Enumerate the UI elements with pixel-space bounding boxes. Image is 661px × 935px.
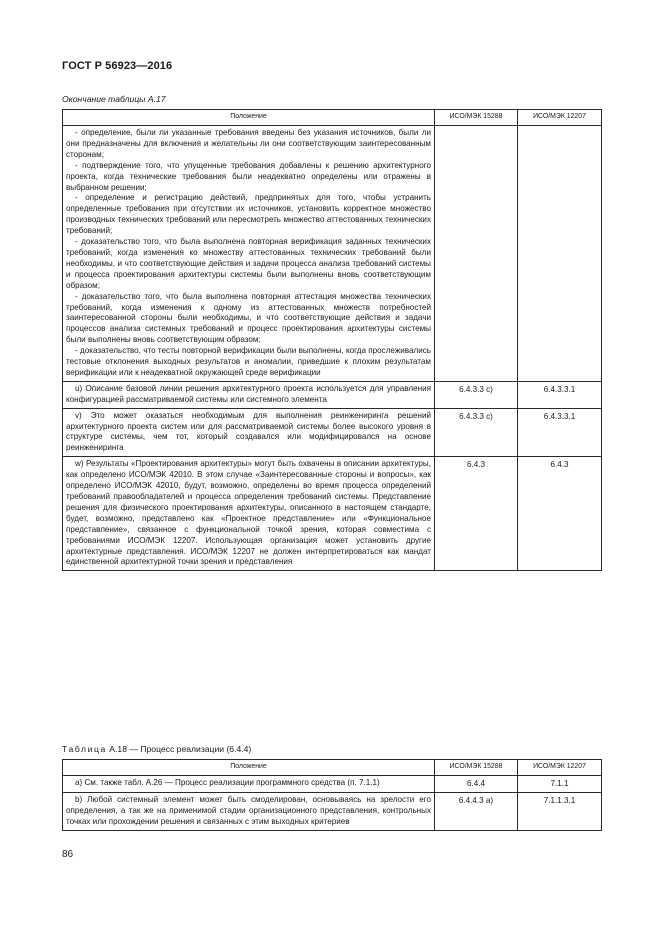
provision-cell: u) Описание базовой линии решения архитектурного проекта используется для управления конфигурацией рассматриваемой системы или системного элемента: [63, 381, 435, 408]
column-header-iso12207: ИСО/МЭК 12207: [518, 760, 602, 776]
table-row: [63, 776, 602, 793]
list-item: - доказательство того, что была выполнена повторная аттестация множества технических требований, когда изменения к одному из аттестованных множеств потребностей заинтересованной стороны были необходимы, и что соответствующие действия и задачи процессов анализа системных требований и процесс проектирования архитектуры системы были выполнены вновь соответствующим образом;: [66, 291, 431, 345]
iso12207-cell: 7.1.1.3.1: [518, 792, 602, 830]
column-header-iso15288: ИСО/МЭК 15288: [435, 110, 518, 126]
table-a18-caption: [62, 744, 251, 754]
iso12207-cell: 6.4.3.3.1: [518, 381, 602, 408]
column-header-iso15288: ИСО/МЭК 15288: [435, 760, 518, 776]
list-item: - подтверждение того, что упущенные требования добавлены к решению архитектурного проекта, когда технические требования были неадекватно определены или отражены в выбранном решении;: [66, 160, 431, 192]
table-row: [63, 126, 602, 382]
table-row: [63, 792, 602, 830]
table-a18-caption-title: А.18 — Процесс реализации (6.4.4): [106, 744, 252, 754]
table-a18: [62, 759, 602, 831]
column-header-provision: Положение: [63, 110, 435, 126]
iso12207-cell: [518, 126, 602, 382]
provision-cell: v) Это может оказаться необходимым для выполнения реинжениринга решений архитектурного проекта систем или для рассматриваемой системы более высокого уровня в структуре системы, чем тот, который создавался или модифицировался на основе реинжениринга: [63, 408, 435, 457]
table-row: [63, 457, 602, 571]
table-a18-caption-prefix: Таблица: [62, 744, 107, 754]
provision-cell: a) См. также табл. А.26 — Процесс реализации программного средства (п. 7.1.1): [63, 776, 435, 793]
table-a17-caption: Окончание таблицы А.17: [62, 94, 166, 104]
iso15288-cell: 6.4.4.3 a): [435, 792, 518, 830]
table-a18-header-row: [63, 760, 602, 776]
list-item: - доказательство того, что была выполнена повторная верификация заданных технических требований, когда изменения ко множеству аттестованных технических требований были необходимы, и что соответствующие действия и задачи процесса анализа требований системы и процесса проектирования архитектуры системы были выполнены вновь соответствующим образом;: [66, 237, 431, 290]
provision-cell: [63, 126, 435, 382]
list-item: - определение и регистрацию действий, предпринятых для того, чтобы устранить определенные требования при отсутствии их источников, установить корректное множество производных технических требований или пересмотреть множество аттестованных технических требований;: [66, 193, 431, 236]
column-header-provision: Положение: [63, 760, 435, 776]
table-a17-header-row: [63, 110, 602, 126]
table-row: [63, 408, 602, 457]
iso12207-cell: 6.4.3.3.1: [518, 408, 602, 457]
iso15288-cell: 6.4.3: [435, 457, 518, 571]
column-header-iso12207: ИСО/МЭК 12207: [518, 110, 602, 126]
iso15288-cell: 6.4.4: [435, 776, 518, 793]
table-a17: [62, 109, 602, 571]
iso15288-cell: 6.4.3.3 c): [435, 408, 518, 457]
iso12207-cell: 7.1.1: [518, 776, 602, 793]
document-standard-header: ГОСТ Р 56923—2016: [62, 60, 173, 72]
provision-cell: b) Любой системный элемент может быть смоделирован, основываясь на зрелости его определения, а так же на применимой стадии организационного представления, контрольных точках или прохождении решения и связанных с этим выходных критериев: [63, 792, 435, 830]
table-row: [63, 381, 602, 408]
iso15288-cell: [435, 126, 518, 382]
iso12207-cell: 6.4.3: [518, 457, 602, 571]
provision-cell: w) Результаты «Проектирования архитектуры» могут быть охвачены в описании архитектуры, как определено ИСО/МЭК 42010. В этом случае «Заинтересованные стороны и вопросы», как определено ИСО/МЭК 42010, будут, возможно, определены во время процесса определений требований правообладателей и процесса определения требований системы. Представление решения для физического проектирования архитектуры, описанного в настоящем стандарте, будет, возможно, представлено как «Проектное представление» или «Функциональное представление», связанное с функциональной точкой зрения, которая совместима с требованиями ИСО/МЭК 12207. Использующая организация может установить другие архитектурные представления. ИСО/МЭК 12207 не должен интерпретироваться как мандат единственной архитектурной точки зрения и представления: [63, 457, 435, 571]
list-item: - определение, были ли указанные требования введены без указания источников, были ли они предназначены для включения и желательны ли они соответствующим заинтересованным сторонам;: [66, 128, 431, 159]
page-number: 86: [62, 849, 74, 860]
list-item: - доказательство, что тесты повторной верификации были выполнены, когда прослеживались тестовые отклонения выходных результатов и аномалии, приведшие к плохим результатам верификации или к неадекватной окружающей среде верификации: [66, 346, 431, 377]
iso15288-cell: 6.4.3.3 c): [435, 381, 518, 408]
